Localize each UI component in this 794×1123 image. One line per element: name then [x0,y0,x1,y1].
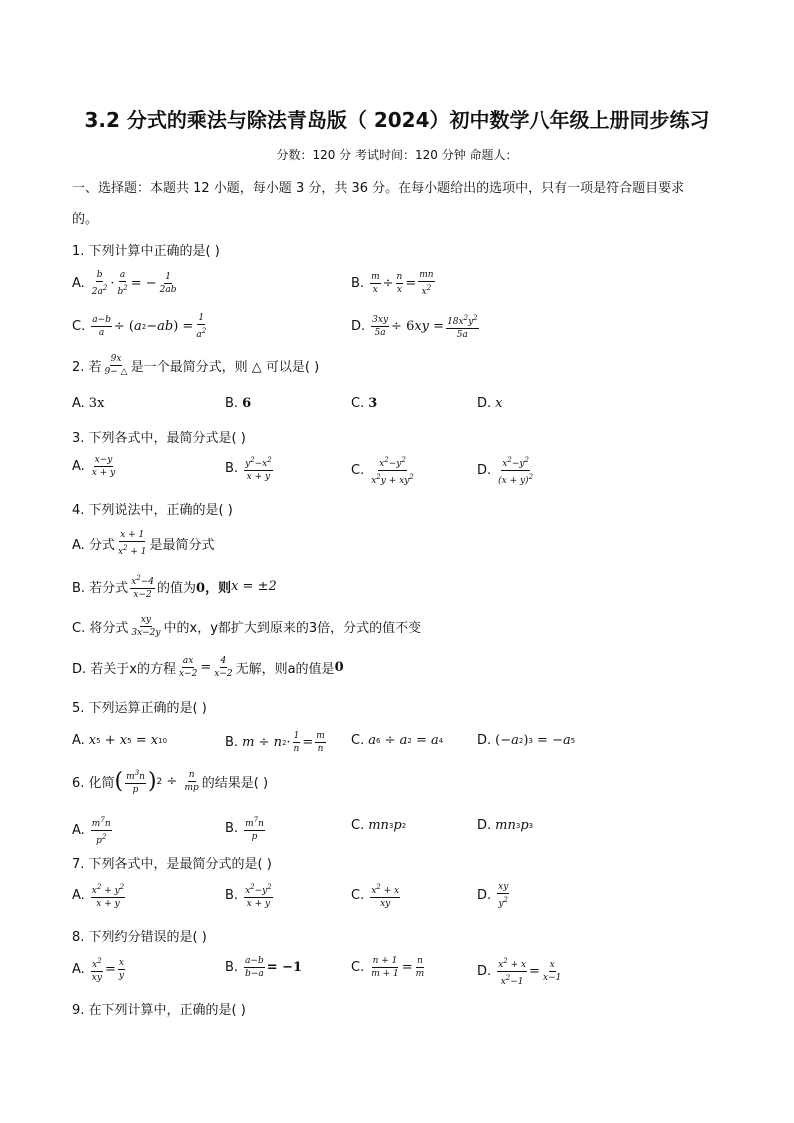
option-label: D. [351,319,366,334]
q8-option-b[interactable]: B. $\frac{a-b}{b-a}$ = −1 [225,956,303,979]
q2-option-c[interactable]: C. 3 [351,396,378,411]
question-6-stem: 6. 化简 ( $m^3n$ p ) 2 ÷ $\frac{n}{mp}$ 的结果是( ) [72,769,269,795]
q3-option-d[interactable]: D. $x^2-y^2$ $(x + y)^2$ [477,456,534,486]
q8-option-d[interactable]: D. $\frac{x^2 + x}{x^2-1}$ = $\frac{x}{x-1}$ [477,957,562,987]
q6-option-d[interactable]: D. mn 3 p 3 [477,818,534,833]
q4-option-c[interactable]: C. 将分式 xy 3x−2y 中的 x，y都扩大到原来的3倍，分式的值不变 [72,615,422,638]
q6-option-a[interactable]: A. $m^7n$ $p^2$ [72,816,111,846]
question-4-stem: 4. 下列说法中，正确的是( ) [72,503,233,518]
question-9-stem: 9. 在下列计算中，正确的是( ) [72,1003,246,1018]
q7-option-c[interactable]: C. $x^2 + x$ xy [351,883,400,909]
section-heading: 一、选择题：本题共 12 小题，每小题 3 分，共 36 分。在每小题给出的选项中，只有一项是符合题目要求 [72,181,685,196]
question-7-stem: 7. 下列各式中，是最简分式的是( ) [72,857,272,872]
q5-option-b[interactable]: B. m ÷ n 2 · $\frac{1}{n}$ = $\frac{m}{n}$ [225,731,325,754]
q5-option-a[interactable]: A. x 5 + x 5 = x 10 [72,733,168,748]
q4-option-d[interactable]: D. 若关于 x的方程 $\frac{ax}{x-2}$ = $\frac{4}{x-2}$ 无解，则 a的值是 0 [72,656,344,679]
question-2-stem: 2. 若 9x 9− △ 是一个最简分式，则 △ 可以是( ) [72,354,320,377]
section-heading-cont: 的。 [72,212,99,227]
q1-option-b[interactable]: B. $\frac{m}{x}$ ÷ $\frac{n}{x}$ = $\frac{mn}{x^2}$ [351,270,434,297]
q7-option-b[interactable]: B. $x^2-y^2$ x + y [225,883,272,909]
q2-option-b[interactable]: B. 6 [225,396,252,411]
q2-option-a[interactable]: A. 3x [72,396,105,411]
question-8-stem: 8. 下列约分错误的是( ) [72,930,207,945]
question-1-stem: 1. 下列计算中正确的是( ) [72,244,220,259]
q3-option-b[interactable]: B. $y^2-x^2$ x + y [225,456,272,482]
q4-option-b[interactable]: B. 若分式 $x^2-4$ x−2 的值为 0，则 x = ±2 [72,574,277,600]
q1-option-d[interactable]: D. $\frac{3xy}{5a}$ ÷ 6 xy = $\frac{18x^2y^2}{5a}$ [351,314,478,340]
q1-option-a[interactable]: A. b $2a^2$ · $\frac{a}{b^2}$ = − $\frac{1}{2ab}$ [72,270,177,297]
q3-option-c[interactable]: C. $x^2-y^2$ $x^2y + xy^2$ [351,456,414,486]
q7-option-a[interactable]: A. $x^2 + y^2$ x + y [72,883,125,909]
question-5-stem: 5. 下列运算正确的是( ) [72,701,207,716]
q2-option-d[interactable]: D. x [477,396,503,411]
q8-option-c[interactable]: C. $\frac{n + 1}{m + 1}$ = $\frac{n}{m}$ [351,956,425,979]
q5-option-c[interactable]: C. a 6 ÷ a 2 = a 4 [351,733,444,748]
option-label: A. [72,276,85,291]
page-title: 3.2 分式的乘法与除法青岛版（ 2024）初中数学八年级上册同步练习 [84,108,710,132]
q6-option-b[interactable]: B. $m^7n$ p [225,816,264,842]
q3-option-a[interactable]: A. x−y x + y [72,455,116,478]
option-label: B. [351,276,365,291]
q4-option-a[interactable]: A. 分式 x + 1 $x^2 + 1$ 是最简分式 [72,530,215,557]
question-3-stem: 3. 下列各式中，最简分式是( ) [72,431,246,446]
q8-option-a[interactable]: A. $\frac{x^2}{xy}$ = $\frac{x}{y}$ [72,957,124,983]
q1-option-c[interactable]: C. $\frac{a-b}{a}$ ÷ ( a 2 − ab ) = $\frac{1}{a^2}$ [72,313,207,340]
option-label: C. [72,319,86,334]
q5-option-d[interactable]: D. (− a 2 ) 3 = − a 5 [477,733,576,748]
exam-info: 分数：120 分 考试时间：120 分钟 命题人： [276,148,518,162]
q7-option-d[interactable]: D. xy $y^2$ [477,882,509,909]
q6-option-c[interactable]: C. mn 3 p 2 [351,818,407,833]
